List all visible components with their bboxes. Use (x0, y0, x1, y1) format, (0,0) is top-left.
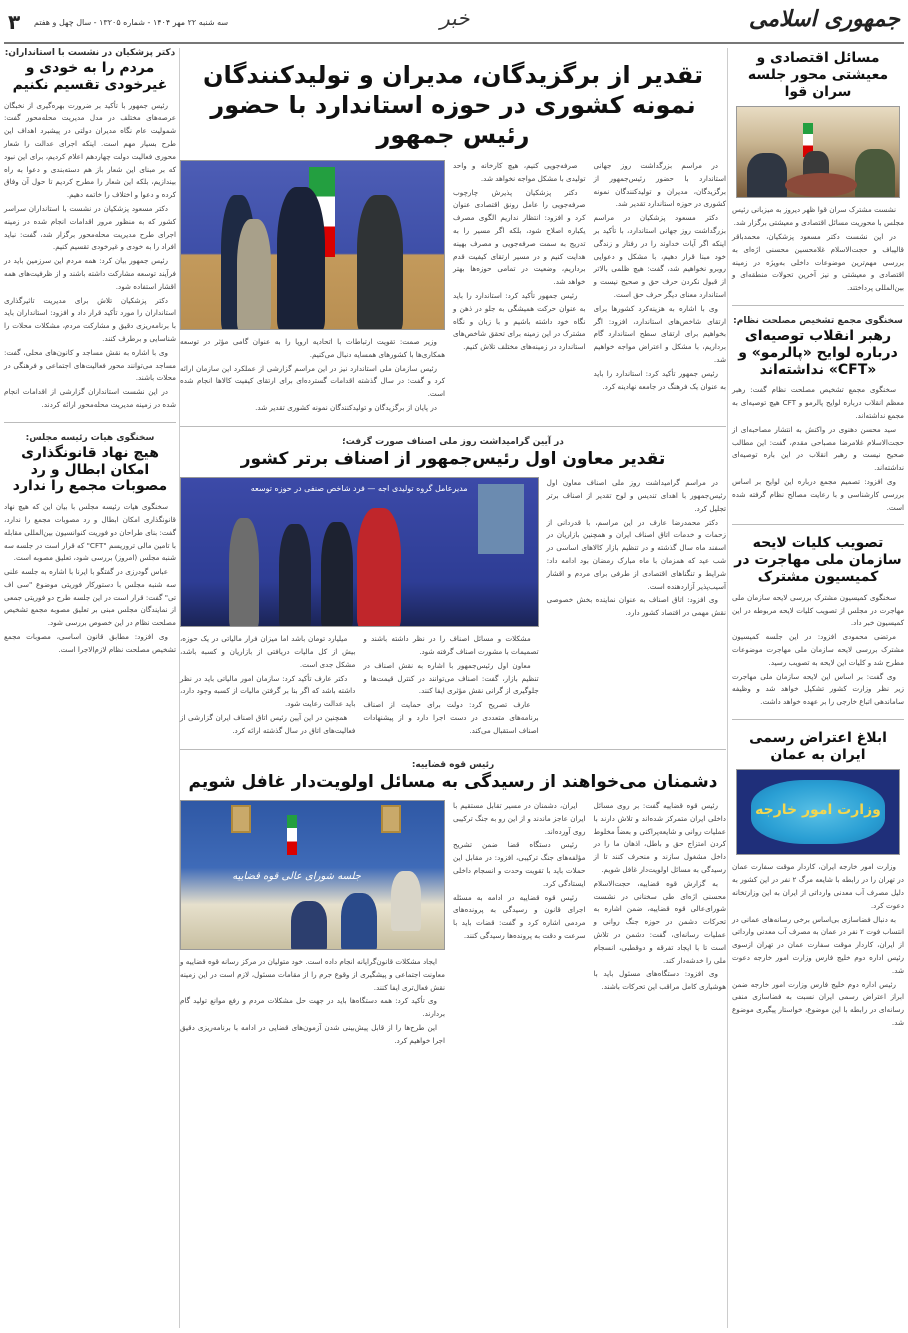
person-figure (747, 153, 787, 198)
article-oman (732, 730, 904, 1030)
article-heads-of-branches (732, 50, 904, 295)
divider (180, 749, 726, 750)
article-kicker: رئیس قوه قضاییه: (411, 759, 495, 770)
main-story-body (180, 160, 726, 416)
guilds-ceremony-photo (180, 477, 539, 627)
text-column: مشکلات و مسائل اصناف را در نظر داشته باشند و تصمیمات با مشورت اصناف گرفته شود. معاون اول رئیس‌جمهور با اشاره به نقش اصناف در تنظیم بازار، گفت: اصناف می‌توانند در کنترل قیمت‌ها و جلوگیری از گرانی نقش مؤثری ایفا کنند. عارف تصریح کرد: دولت برای حمایت از اصناف برنامه‌های متعددی در دست اجرا دارد و از پیشنهادات اصناف استقبال می‌کند. (363, 634, 539, 735)
text-column: وزیر صمت: تقویت ارتباطات با اتحادیه اروپا را به عنوان گامی مؤثر در توسعه همکاری‌ها با کشورهای همسایه دنبال می‌کنیم. رئیس سازمان ملی استاندارد نیز در این مراسم گزارشی از عملکرد این سازمان ارائه کرد و گفت: در سال گذشته اقدامات گسترده‌ای برای ارتقای کیفیت کالاها انجام شده است. در پایان از برگزیدگان و تولیدکنندگان نمونه کشوری تقدیر شد. (180, 337, 445, 412)
foreign-ministry-logo-image (736, 769, 900, 855)
person-figure (357, 195, 403, 330)
text-column: صرفه‌جویی کنیم، هیچ کارخانه و واحد تولیدی با مشکل مواجه نخواهد شد. دکتر پزشکیان پذیرش چارچوب صرفه‌جویی را عامل رونق اقتصادی عنوان کرد و افزود: انتظار نداریم الگوی مصرف یکباره اصلاح شود، بلکه اگر مسیر را به تدریج به سمت صرفه‌جویی و مصرف بهینه هدایت کنیم و در مسیر ارتقای کیفیت قدم برداریم، وضعیت در تمامی حوزه‌ها بهتر خواهد شد. رئیس جمهور تأکید کرد: استاندارد را باید به عنوان حرکت همیشگی به جلو در ذهن و نگاه خود داشته باشیم و با زبان و نگاه مشترک در این زمینه برای تحقق شاخص‌های استاندارد در زمینه‌های مختلف تلاش کنیم. (453, 161, 586, 352)
stage-screen-text: مدیرعامل گروه تولیدی اجه — فرد شاخص صنفی در حوزه توسعه (250, 484, 468, 494)
person-figure (229, 518, 259, 627)
text-column: رئیس قوه قضاییه گفت: بر روی مسائل داخلی ایران متمرکز شده‌اند و تلاش دارند با عملیات روانی و شایعه‌پراکنی و بعضاً مخلوط کردن امتزاج حق و باطل، اذهان ما را در داخل مشغول سازند و منحرف کنند تا از رسیدگی به مسائل اولویت‌دار غافل شویم. به گزارش قوه قضاییه، حجت‌الاسلام محسنی اژه‌ای طی سخنانی در نشست شورای‌عالی قوه قضاییه، ضمن اشاره به تحرکات دشمن در حوزه جنگ روانی و عملیات رسانه‌ای، گفت: دشمن در تلاش است تا با ایجاد تفرقه و دوقطبی، انسجام ملی را خدشه‌دار کند. وی افزود: دستگاه‌های مسئول باید با هوشیاری کامل مراقب این تحرکات باشند. (593, 800, 726, 992)
person-figure (321, 522, 353, 627)
masthead-divider (4, 42, 904, 44)
article-headline: تصویب کلیات لایحه سازمان ملی مهاجرت در کمیسیون مشترک (734, 535, 902, 585)
main-story (180, 60, 726, 416)
person-figure (357, 508, 401, 627)
photo-and-text (180, 160, 445, 416)
person-figure (291, 901, 327, 950)
article-headline: هیچ نهاد قانونگذاری امکان ابطال و رد مصوبات مجمع را ندارد (12, 444, 168, 495)
main-headline: تقدیر از برگزیدگان، مدیران و تولیدکنندگان نمونه کشوری در حوزه استاندارد با حضور رئیس جمهور (202, 61, 704, 149)
article-body: نشست مشترک سران قوا ظهر دیروز به میزبانی رئیس مجلس با محوریت مسائل اقتصادی و معیشتی برگزار شد. در این نشست دکتر مسعود پزشکیان، محمدباقر قالیباف و حجت‌الاسلام غلامحسین محسنی اژه‌ای به بررسی مهم‌ترین موضوعات داخلی به‌ویژه در زمینه اقتصادی و معیشتی و نیز آخرین تحولات منطقه‌ای و بین‌المللی پرداختند. (732, 205, 904, 293)
article-migration (732, 535, 904, 709)
article-body: وزارت امور خارجه ایران، کاردار موقت سفارت عمان در تهران را در رابطه با شایعه مرگ ۲ نفر در این کشور به دلیل مصرف آب معدنی وارداتی از ایران به این وزارتخانه دعوت کرد. به دنبال فضاسازی بی‌اساس برخی رسانه‌های عمانی در انتساب فوت ۲ نفر در عمان به مصرف آب معدنی وارداتی از ایران، کاردار موقت سفارت عمان در تهران ازسوی رئیس اداره دوم خلیج فارس وزارت امور خارجه دعوت شد. رئیس اداره دوم خلیج فارس وزارت امور خارجه ضمن ابراز اعتراض رسمی ایران نسبت به فضاسازی منفی رسانه‌ای در رابطه با این موضوع، خواستار پیگیری موضوع شد. (732, 862, 904, 1028)
person-figure (341, 893, 377, 950)
person-figure (391, 871, 421, 931)
guilds-story-body (180, 477, 726, 738)
article-headline: مسائل اقتصادی و معیشتی محور جلسه سران قوا (747, 50, 889, 100)
page-number: ۳ (8, 10, 21, 34)
guilds-story (180, 437, 726, 739)
divider (732, 524, 904, 525)
article-body: سخنگوی هیات رئیسه مجلس با بیان این که هیچ نهاد قانونگذاری امکان ابطال و رد مصوبات مجمع را ندارد، گفت: بنای طراحان دو فوریت کنوانسیون بین‌المللی مقابله با تامین مالی تروریسم "CFT" که قرار است در جلسه سه شنبه مجلس (امروز) بررسی شود، تعلیق مصوبه است. عباس گودرزی در گفتگو با ایرنا با اشاره به جلسه علنی سه شنبه مجلس با دستورکار فوریتی موضوع "سی اف تی" گفت: قرار است در این جلسه طرح دو فوریتی جمعی از نمایندگان مجلس مبنی بر تعلیق مصوبه مجمع تشخیص مصلحت نظام در این خصوص بررسی شود. وی افزود: مطابق قانون اساسی، مصوبات مجمع تشخیص مصلحت نظام لازم‌الاجرا است. (4, 502, 177, 654)
portrait-frame (231, 805, 251, 833)
article-kicker: در آیین گرامیداشت روز ملی اصناف صورت گرفت؛ (342, 436, 564, 447)
photo-and-text (180, 477, 539, 738)
dateline: سه شنبه ۲۲ مهر ۱۴۰۴ - شماره ۱۳۲۰۵ - سال چهل و هفتم (34, 18, 229, 27)
article-headline: مردم را به خودی و غیرخودی تقسیم نکنیم (12, 60, 168, 93)
article-body: رئیس جمهور با تأکید بر ضرورت بهره‌گیری از نخبگان عرصه‌های مختلف در مدل مدیریت محله‌محور گفت: شمولیت عام نگاه مدیران دولتی در پیشبرد اهداف این طرح بسیار مهم است. اینکه اجرای عدالت را شعار محوری فعالیت دولت چهاردهم اعلام کردیم، برای این نبود که بر مبنای این شعار باز هم دسته‌بندی و دعوا به راه بیندازیم، بلکه این شعار را مطرح کردیم تا حول آن وفاق کرده و دعوا و اختلاف را خاتمه دهیم. دکتر مسعود پزشکیان در نشست با استانداران سراسر کشور که به منظور مرور اقدامات انجام شده در زمینه اجرای طرح مدیریت محله‌محور برگزار شد، گفت: نباید افراد را به خودی و غیرخودی تقسیم کنیم. رئیس جمهور بیان کرد: همه مردم این سرزمین باید در فرآیند توسعه مشارکت داشته باشند و از ظرفیت‌های همه اقشار استفاده شود. دکتر پزشکیان تلاش برای مدیریت تاثیرگذاری استانداران را مورد تأکید قرار داد و افزود: استانداران باید با برنامه‌ریزی دقیق و مشارکت مردم، مشکلات محلات را شناسایی و برطرف کنند. وی با اشاره به نقش مساجد و کانون‌های محلی، گفت: مساجد می‌توانند محور فعالیت‌های اجتماعی و فرهنگی در محلات باشند. در این نشست استانداران گزارشی از اقدامات انجام شده در زمینه مدیریت محله‌محور ارائه کردند. (4, 100, 176, 409)
divider (732, 305, 904, 306)
divider (732, 719, 904, 720)
article-kicker: دکتر پزشکیان در نشست با استانداران: (4, 48, 176, 58)
table-shape (785, 173, 857, 197)
text-column: در مراسم گرامیداشت روز ملی اصناف معاون اول رئیس‌جمهور با اهدای تندیس و لوح تقدیر از اصناف برتر تجلیل کرد. دکتر محمدرضا عارف در این مراسم، با قدردانی از زحمات و خدمات اتاق اصناف ایران و همچنین بازاریان در اسفند ماه سال گذشته و در تنظیم بازار کالاهای اساسی در شب عید که همزمان با ماه مبارک رمضان بود ادامه داد: شرایط و تنگناهای اقتصادی از طرفی برای مردم و اقشار آسیب‌پذیر آزاردهنده است. وی افزود: اتاق اصناف به عنوان نماینده بخش خصوصی نقش مهمی در اقتصاد کشور دارد. (546, 478, 726, 618)
photo-and-text (180, 800, 445, 1049)
divider (180, 426, 726, 427)
center-column (180, 48, 726, 1049)
text-column: ایران، دشمنان در مسیر تقابل مستقیم با ایران عاجز ماندند و از این رو به جنگ ترکیبی روی آورده‌اند. رئیس دستگاه قضا ضمن تشریح مؤلفه‌های جنگ ترکیبی، افزود: در مقابل این حملات باید با تقویت وحدت و انسجام داخلی ایستادگی کرد. رئیس قوه قضاییه در ادامه به مسئله اجرای قانون و رسیدگی به پرونده‌های مردمی اشاره کرد و گفت: قضات باید با سرعت و دقت به پرونده‌ها رسیدگی کنند. (453, 800, 586, 940)
judiciary-story-body (180, 800, 726, 1049)
portrait-frame (381, 805, 401, 833)
judiciary-council-photo (180, 800, 445, 950)
article-headline: تقدیر معاون اول رئیس‌جمهور از اصناف برتر کشور (240, 448, 666, 469)
article-headline: ابلاغ اعتراض رسمی ایران به عمان (749, 729, 887, 763)
person-figure (855, 149, 895, 198)
column-divider (727, 48, 728, 1328)
article-headline: دشمنان می‌خواهند از رسیدگی به مسائل اولویت‌دار غافل شویم (188, 771, 718, 792)
right-column (732, 48, 904, 1031)
article-kicker: سخنگوی هیات رئیسه مجلس: (25, 432, 155, 443)
meeting-photo (736, 106, 900, 198)
newspaper-logo: جمهوری اسلامی (748, 6, 900, 32)
text-column: در مراسم بزرگداشت روز جهانی استاندارد با حضور رئیس‌جمهور از برگزیدگان، مدیران و تولیدکنندگان نمونه کشوری در حوزه استاندارد تقدیر شد. دکتر مسعود پزشکیان در مراسم بزرگداشت روز جهانی استاندارد، با تأکید بر اینکه اگر آیات خداوند را در رفتار و زندگی خود مبنا قرار دهیم، با مشکل و دعوایی روبرو نخواهیم شد، گفت: هیچ ظلمی بالاتر از قبول نکردن حرف حق و صحیح نیست و استاندارد معنای دیگر حرف حق است. وی با اشاره به هزینه‌کرد کشورها برای ارتقای شاخص‌های استاندارد، افزود: اگر بخواهیم برای ارتقای سطح استاندارد گام برداریم، با مشکل و اعتراض مواجه خواهیم شد. رئیس جمهور تأکید کرد: استاندارد را باید به عنوان یک فرهنگ در جامعه نهادینه کرد. (593, 161, 726, 391)
article-body: سخنگوی کمیسیون مشترک بررسی لایحه سازمان ملی مهاجرت در مجلس از تصویب کلیات لایحه مربوطه در این کمیسیون خبر داد. مرتضی محمودی افزود: در این جلسه کمیسیون مشترک بررسی لایحه سازمان ملی مهاجرت موضوعات مطرح شد و کلیات این لایحه به تصویب رسید. وی گفت: بر اساس این لایحه سازمان ملی مهاجرت زیر نظر وزارت کشور تشکیل خواهد شد و وظیفه ساماندهی اتباع خارجی را بر عهده خواهد داشت. (732, 592, 904, 707)
text-column: میلیارد تومان باشد اما میزان فرار مالیاتی در یک حوزه، بیش از کل مالیات دریافتی از بازاریان و کسبه باشد، مشکل جدی است. دکتر عارف تأکید کرد: سازمان امور مالیاتی باید در نظر داشته باشد که اگر بنا بر گرفتن مالیات از کسبه وجود دارد، باید عدالت رعایت شود. همچنین در این آیین رئیس اتاق اصناف ایران گزارشی از فعالیت‌های اتاق در سال گذشته ارائه کرد. (179, 634, 356, 735)
article-parliament (4, 433, 176, 657)
article-governors (4, 48, 176, 412)
article-kicker: سخنگوی مجمع تشخیص مصلحت نظام: (733, 315, 903, 326)
text-subcolumns (180, 633, 539, 738)
award-photo (180, 160, 445, 330)
left-column (4, 48, 176, 658)
person-figure (277, 187, 325, 330)
article-cft (732, 316, 904, 514)
section-title: خبر (440, 6, 470, 30)
judiciary-story (180, 760, 726, 1049)
divider (4, 422, 176, 423)
emblem-text: وزارت امور خارجه (755, 802, 881, 819)
screen-portrait (478, 484, 524, 554)
flag-icon (287, 815, 297, 855)
person-figure (279, 524, 311, 627)
person-figure (237, 219, 271, 330)
article-body: سخنگوی مجمع تشخیص مصلحت نظام گفت: رهبر معظم انقلاب درباره لوایح پالرمو و CFT هیچ توصیه‌ای به مجمع نداشته‌اند. سید محسن دهنوی در واکنش به انتشار مصاحبه‌ای از حجت‌الاسلام غلامرضا مصباحی مقدم، گفت: این مطالب صحیح نیست و رهبر انقلاب در این باره توصیه‌ای نداشته‌اند. وی افزود: تصمیم مجمع درباره این لوایح بر اساس بررسی کارشناسی و با رعایت مصالح نظام گرفته شده است. (732, 385, 904, 512)
masthead (0, 0, 908, 42)
article-headline: رهبر انقلاب توصیه‌ای درباره لوایح «پالرمو» و «CFT» نداشته‌اند (738, 327, 898, 378)
banner-text: جلسه شورای عالی قوه قضاییه (232, 870, 361, 882)
text-column: ایجاد مشکلات قانون‌گرایانه انجام داده است. خود متولیان در مرکز رسانه قوه قضاییه و معاونت اجتماعی و پیشگیری از وقوع جرم را از مقامات مسئول، لازم است در این زمینه نقش فعال‌تری ایفا کنند. وی تأکید کرد: همه دستگاه‌ها باید در جهت حل مشکلات مردم و رفع موانع تولید گام بردارند. این طرح‌ها را از قابل پیش‌بینی شدن آزمون‌های قضایی در ادامه با برنامه‌ریزی دقیق اجرا خواهیم کرد. (180, 956, 445, 1045)
